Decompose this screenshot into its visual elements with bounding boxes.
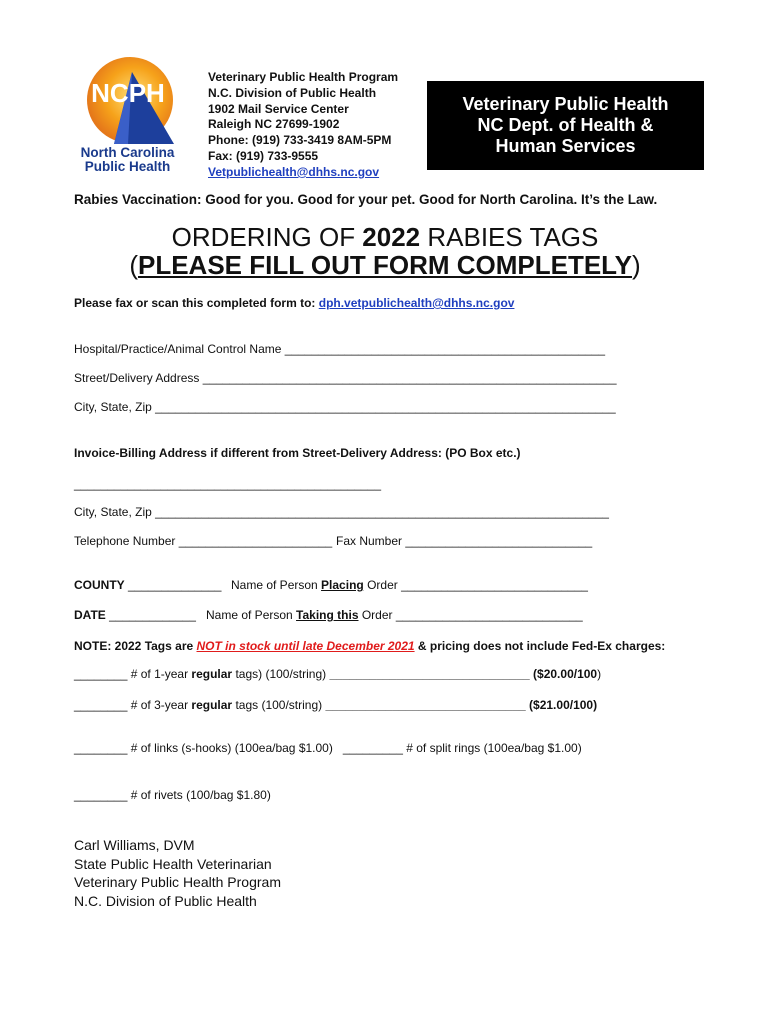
placing-person-field[interactable]: Name of Person Placing Order ____________________________ (231, 578, 588, 592)
logo-line-2: Public Health (84, 159, 171, 174)
taking-person-field[interactable]: Name of Person Taking this Order ____________________________ (206, 608, 583, 622)
mail-center: 1902 Mail Service Center (208, 101, 349, 116)
banner-line-3: Human Services (495, 136, 636, 156)
stock-note: NOTE: 2022 Tags are NOT in stock until late December 2021 & pricing does not include Fed-Ex charges: (74, 639, 666, 653)
signer-title: State Public Health Veterinarian (74, 855, 272, 872)
three-year-tags-field[interactable]: ________ # of 3-year regular tags (100/string) ______________________________ ($21.00/100) (74, 698, 598, 712)
form-title: ORDERING OF 2022 RABIES TAGS (171, 222, 599, 252)
street-address-field[interactable]: Street/Delivery Address ______________________________________________________________ (74, 371, 617, 385)
hospital-name-field[interactable]: Hospital/Practice/Animal Control Name ________________________________________________ (74, 342, 606, 356)
billing-address-field[interactable]: ______________________________________________ (74, 477, 381, 491)
date-field[interactable]: DATE _____________ (74, 608, 196, 622)
signer-name: Carl Williams, DVM (74, 837, 195, 853)
form-instruction: (PLEASE FILL OUT FORM COMPLETELY) (129, 250, 641, 280)
billing-city-field[interactable]: City, State, Zip ____________________________________________________________________ (74, 505, 609, 519)
telephone-field[interactable]: Telephone Number _______________________ (74, 534, 333, 548)
fax-instruction: Please fax or scan this completed form to: dph.vetpublichealth@dhhs.nc.gov (74, 296, 515, 310)
one-year-tags-field[interactable]: ________ # of 1-year regular tags) (100/string) ______________________________ ($20.00/100) (74, 667, 602, 681)
banner-line-1: Veterinary Public Health (462, 94, 669, 114)
program-name: Veterinary Public Health Program (208, 70, 399, 84)
rivets-field[interactable]: ________ # of rivets (100/bag $1.80) (74, 788, 271, 802)
fax-number-field[interactable]: Fax Number ____________________________ (336, 534, 593, 548)
contact-email-link[interactable]: Vetpublichealth@dhhs.nc.gov (208, 164, 380, 179)
signer-program: Veterinary Public Health Program (74, 874, 281, 890)
address-block (208, 70, 398, 181)
links-split-rings-field[interactable]: ________ # of links (s-hooks) (100ea/bag $1.00) _________ # of split rings (100ea/bag $1.00) (74, 741, 582, 755)
header-banner (427, 81, 704, 170)
signer-division: N.C. Division of Public Health (74, 892, 257, 909)
billing-heading: Invoice-Billing Address if different from Street-Delivery Address: (PO Box etc.) (74, 446, 521, 460)
signature-block (74, 836, 281, 910)
phone: Phone: (919) 733-3419 8AM-5PM (208, 133, 392, 148)
logo-line-1: North Carolina (80, 145, 175, 160)
submit-email-link[interactable]: dph.vetpublichealth@dhhs.nc.gov (318, 296, 515, 310)
city-state-zip-field[interactable]: City, State, Zip _____________________________________________________________________ (74, 400, 616, 414)
title-year: 2022 (362, 222, 421, 252)
stock-warning: NOT in stock until late December 2021 (196, 639, 415, 653)
logo-letters: NCPH (91, 78, 165, 108)
city-zip: Raleigh NC 27699-1902 (208, 117, 340, 132)
division-name: N.C. Division of Public Health (208, 85, 377, 100)
logo-caption (70, 146, 185, 174)
slogan: Rabies Vaccination: Good for you. Good for your pet. Good for North Carolina. It’s the Law. (74, 192, 658, 207)
county-field[interactable]: COUNTY ______________ (74, 578, 222, 592)
instruction-text: PLEASE FILL OUT FORM COMPLETELY (137, 250, 633, 280)
banner-line-2: NC Dept. of Health & (477, 115, 654, 135)
fax: Fax: (919) 733-9555 (208, 148, 319, 163)
